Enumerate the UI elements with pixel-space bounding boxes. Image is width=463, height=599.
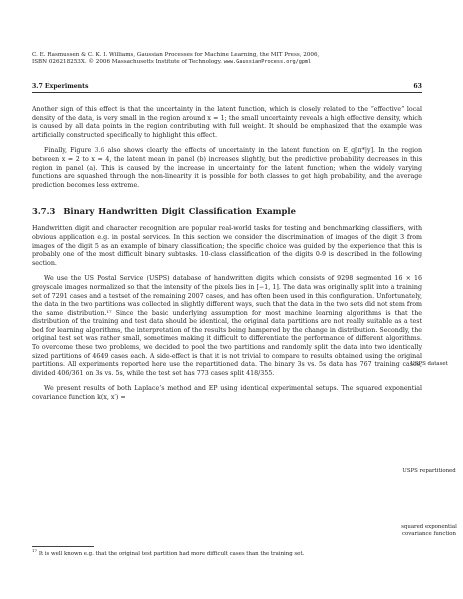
paragraph-text-after-ref: also shows clearly the effects of uncertainty in the latent function on E_q[π*|y]. In the region between x = 2 to x = 4, the latent mean in panel (b) increases slightly, but the predictive probability decreases in this region in panel (a). This is caused by the increase in uncertainty for the latent function; when the widely varying functions are squashed through the non-linearity it is possible for both classes to get high probability, and the average prediction becomes less extreme. [32,147,423,189]
paragraph-usps-data: We use the US Postal Service (USPS) database of handwritten digits which consists of 9298 segmented 16 × 16 greyscale images normalized so that the intensity of the pixels lies in [−1, 1]. The data was originally split into a training set of 7291 cases and a testset of the remaining 2007 cases, and has often been used in this configuration. Unfortunately, the data in the two partitions was collected in slightly different ways, such that the data in the two sets did not stem from the same distribution.¹⁷ Since the basic underlying assumption for most machine learning algorithms is that the distribution of the training and test data should be identical, the original data partitions are not really suitable as a test bed for learning algorithms, the interpretation of the results being hampered by the change in distribution. Secondly, the original test set was rather small, sometimes making it difficult to differentiate the performance of different algorithms. To overcome these two problems, we decided to pool the two partitions and randomly split the data into two identically sized partitions of 4649 cases each. A side-effect is that it is not trivial to compare to results obtained using the original partitions. All experiments reported here use the repartitioned data. The binary 3s vs. 5s data has 767 training cases, divided 406/361 on 3s vs. 5s, while the test set has 773 cases split 418/355. [32,275,422,377]
paragraph-text-before-ref: Finally, Figure [44,147,95,155]
subsection-heading [32,206,422,216]
footnote-text: It is well known e.g. that the original test partition had more difficult cases than the training set. [38,550,305,557]
copyright-line-2-text: ISBN 026218253X. © 2006 Massachusetts Institute of Technology. [32,59,222,66]
subsection-title: Binary Handwritten Digit Classification Example [63,206,296,217]
footnote-divider [32,546,94,547]
figure-reference-link[interactable]: 3.6 [94,147,105,155]
copyright-line-2 [32,59,452,66]
page-number: 63 [413,83,422,90]
section-title: 3.7 Experiments [32,83,89,90]
paragraph-digit-recognition: Handwritten digit and character recognition are popular real-world tasks for testing and benchmarking classifiers, with obvious application e.g. in postal services. In this section we consider the discrimination of images of the digit 3 from images of the digit 5 as an example of binary classification; the specific choice was guided by the experience that this is probably one of the most difficult binary subtasks. 10-class classification of the digits 0-9 is described in the following section. [32,225,422,267]
margin-note-usps-dataset: USPS dataset [410,361,448,367]
book-url-link[interactable]: www.GaussianProcess.org/gpml [223,59,312,66]
running-header [32,83,422,93]
margin-note-squared-exponential: squared exponential covariance function [401,524,457,537]
paragraph-figure-discussion [32,147,422,190]
footnote-marker: 17 [32,548,38,553]
paragraph-effect-uncertainty: Another sign of this effect is that the uncertainty in the latent function, which is closely related to the “effective” local density of the data, is very small in the region around x = 1; the small uncertainty reveals a high effective density, which is caused by all data points in the region contributing with full weight. It should be emphasized that the example was artificially constructed specifically to highlight this effect. [32,106,422,139]
page-body [32,96,422,403]
margin-note-usps-repartitioned: USPS repartitioned [402,468,456,474]
copyright-notice [32,52,452,66]
footnote [32,548,422,558]
paragraph-results-intro: We present results of both Laplace’s method and EP using identical experimental setups. The squared exponential covariance function k(x, x′) = [32,385,422,402]
subsection-number: 3.7.3 [32,206,56,217]
copyright-line-1: C. E. Rasmussen & C. K. I. Williams, Gaussian Processes for Machine Learning, the MIT Press, 2006, [32,52,320,58]
